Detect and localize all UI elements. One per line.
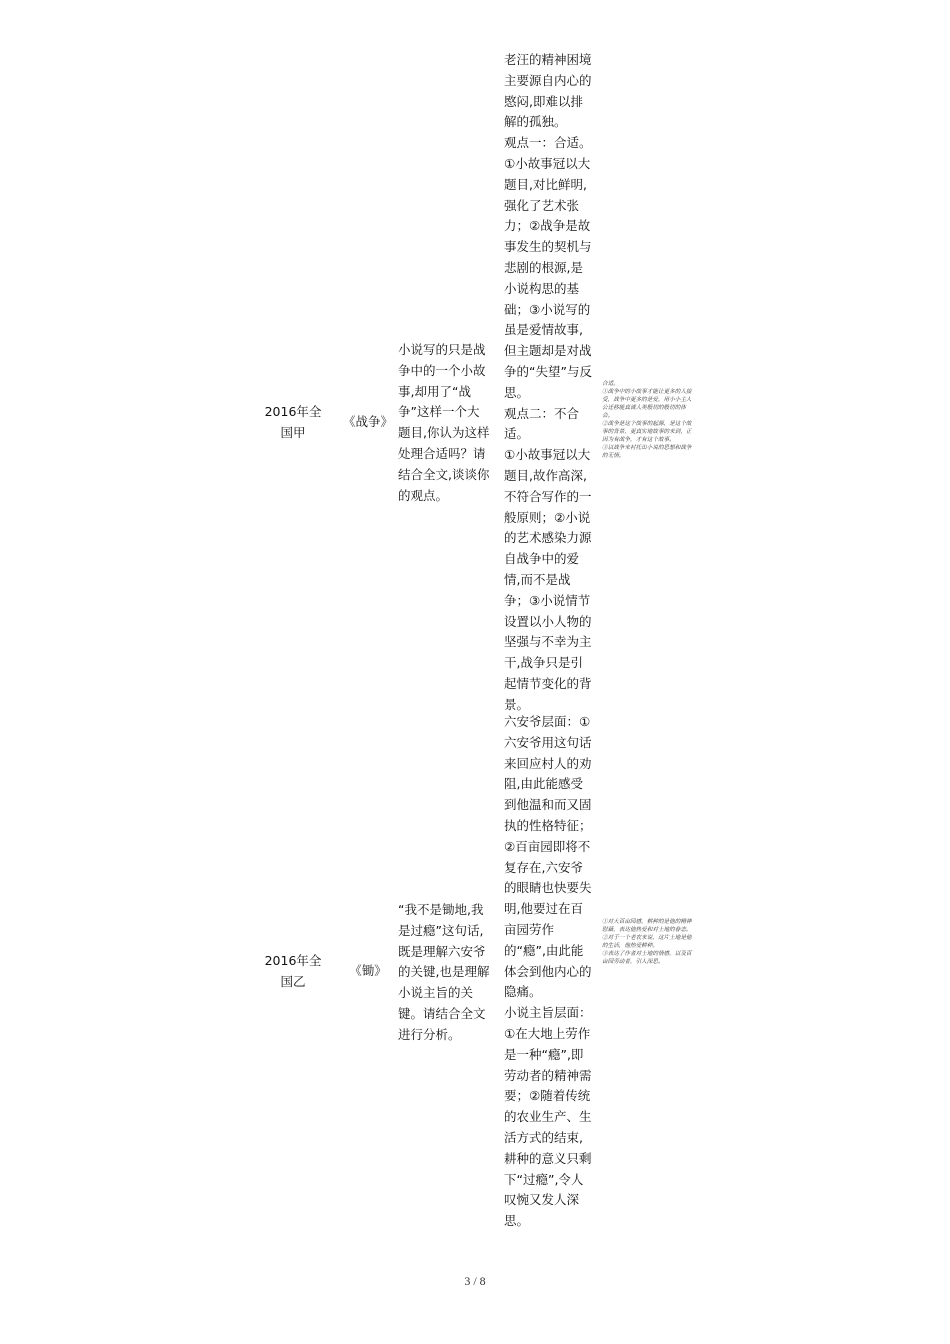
handwritten-answer: ①对大百亩园感，耕种的是他的精神慰藉，表达他热爱和对土地的眷恋。 ②对于一个老农来说，这片土地是他的生活，他热爱耕种。 ③表达了作者对土地的情感，以及百亩园劳动者，引人深思。 (602, 919, 692, 965)
page-number: 3 / 8 (464, 1274, 486, 1288)
handwritten-answer: 合适。 ①战争中的小故事才能让更多的人接受，战争中更多的是爱，用小小主人公迁移能真诚人类殷切的殷切的体会。 ②战争是这个故事的起源，是这个故事的背景，更真实地故事的来到，正因为有战争，才有这个故事。 ③以战争来衬托出小说的思想和战争的无情。 (602, 381, 692, 459)
title-cell: 《战争》 (342, 414, 393, 429)
answer-cell: 六安爷层面：①六安爷用这句话来回应村人的劝阻,由此能感受到他温和而又固执的性格特征；②百亩园即将不复存在,六安爷的眼睛也快要失明,他要过在百亩园劳作的“瘾”,由此能体会到他内心的隐痛。 小说主旨层面：①在大地上劳作是一种“瘾”,即劳动者的精神需要；②随着传统的农业生产、生活方式的结束,耕种的意义只剩下“过瘾”,令人叹惋又发人深思。 (504, 714, 592, 1229)
year-cell: 2016年全 国乙 (264, 953, 322, 989)
title-cell: 《锄》 (349, 963, 387, 978)
answer-cell: 老汪的精神困境主要源自内心的愍闷,即难以排解的孤独。 观点一：合适。 ①小故事冠以大题目,对比鲜明,强化了艺术张力；②战争是故事发生的契机与悲剧的根源,是小说构思的基础；③小说写的虽是爱情故事,但主题却是对战争的“失望”与反思。 观点二：不合适。 ①小故事冠以大题目,故作高深,不符合写作的一般原则；②小说的艺术感染力源自战争中的爱情,而不是战争；③小说情节设置以小人物的坚强与不幸为主干,战争只是引起情节变化的背景。 (504, 52, 592, 712)
year-cell: 2016年全 国甲 (264, 404, 322, 440)
question-cell: “我不是锄地,我是过瘾”这句话,既是理解六安爷的关键,也是理解小说主旨的关键。请结合全文进行分析。 (398, 902, 490, 1042)
question-cell: 小说写的只是战争中的一个小故事,却用了“战争”这样一个大题目,你认为这样处理合适吗？请结合全文,谈谈你的观点。 (398, 342, 490, 503)
